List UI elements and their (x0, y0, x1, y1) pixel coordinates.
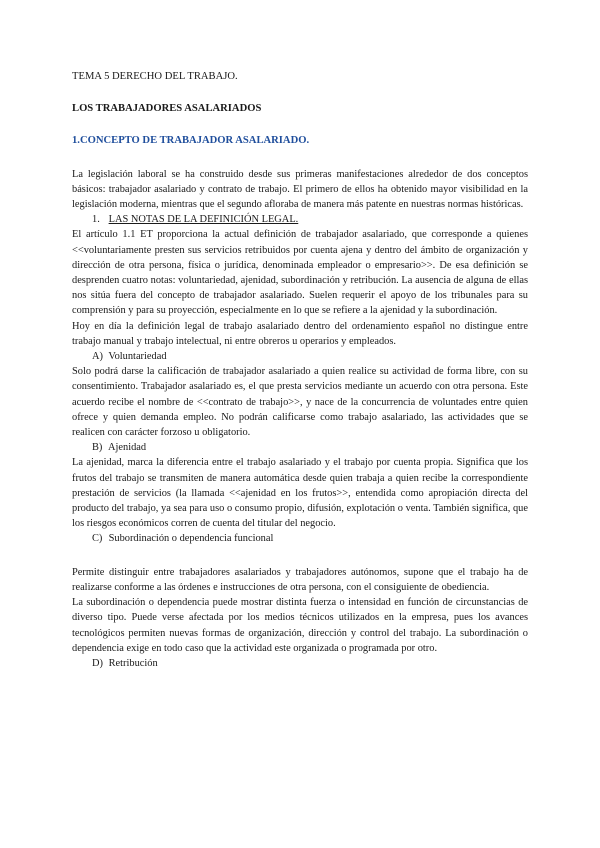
subheading-voluntariedad (72, 349, 528, 364)
subheading-label: A) (92, 351, 103, 363)
subheading-ajenidad (72, 440, 528, 455)
subheading-title: Voluntariedad (108, 351, 167, 363)
subheading-subordinacion (72, 531, 528, 546)
section-heading: 1.CONCEPTO DE TRABAJADOR ASALARIADO. (72, 135, 310, 147)
ajenidad-paragraph: La ajenidad, marca la diferencia entre el trabajo asalariado y el trabajo por cuenta propia. Significa que los frutos del trabajo se transmiten de manera automática desde quien trabaja a quien recibe la correspondiente prestación de servicios (la llamada <<ajenidad en los frutos>>, entendida como apropiación directa del producto del trabajo, ya sea para uso o consumo propio, difusión, explotación o venta. También significa, que los riesgos económicos corren de cuenta del titular del negocio. (72, 457, 528, 530)
document-subtitle: LOS TRABAJADORES ASALARIADOS (72, 103, 262, 115)
subheading-title: Ajenidad (108, 442, 147, 454)
subordinacion-paragraph-1: Permite distinguir entre trabajadores asalariados y trabajadores autónomos, supone que el trabajo ha de realizarse conforme a las órdenes e instrucciones de otra persona, con el consiguiente de obediencia. (72, 566, 528, 593)
subheading-retribucion (72, 656, 528, 671)
subheading-label: C) (92, 533, 103, 545)
subheading-title: Subordinación o dependencia funcional (108, 533, 274, 545)
legal-definition-paragraph: Hoy en día la definición legal de trabajo asalariado dentro del ordenamiento español no distingue entre trabajo manual y trabajo intelectual, ni entre obreros u operarios y empleados. (72, 320, 528, 347)
subheading-label: B) (92, 442, 103, 454)
intro-paragraph: La legislación laboral se ha construido desde sus primeras manifestaciones alrededor de dos conceptos básicos: trabajador asalariado y contrato de trabajo. El primero de ellos ha obtenido mayor visibilidad en la legislación moderna, mientras que el segundo afloraba de manera más patente en nuestras normas históricas. (72, 168, 528, 211)
subheading-title: Retribución (108, 657, 158, 669)
list-heading-title: LAS NOTAS DE LA DEFINICIÓN LEGAL. (108, 214, 299, 226)
list-heading-notas (72, 212, 528, 227)
subordinacion-paragraph-2: La subordinación o dependencia puede mostrar distinta fuerza o intensidad en función de circunstancias de diverso tipo. Puede verse afectada por los medios técnicos utilizados en la empresa, pues los avances tecnológicos permiten nuevas formas de organización, dirección y control del trabajo. La subordinación o dependencia exige en todo caso que la actividad este organizada o programada por otro. (72, 597, 528, 654)
document-topic: TEMA 5 DERECHO DEL TRABAJO. (72, 71, 238, 82)
subheading-label: D) (92, 657, 103, 669)
list-number: 1. (92, 214, 100, 226)
article-paragraph: El artículo 1.1 ET proporciona la actual definición de trabajador asalariado, que corresponde a quienes <<voluntariamente presten sus servicios retribuidos por cuenta ajena y dentro del ámbito de organización y dirección de otra persona, física o jurídica, denominada empleador o empresario>>. De esa definición se desprenden cuatro notas: voluntariedad, ajenidad, subordinación y retribución. La ausencia de alguna de ellas nos sitúa fuera del concepto de trabajador asalariado. Suelen requerir el apoyo de los tribunales para su comprensión y para su proyección, especialmente en lo que se refiere a la ajenidad y la subordinación. (72, 229, 528, 317)
voluntariedad-paragraph: Solo podrá darse la calificación de trabajador asalariado a quien realice su actividad de forma libre, con su consentimiento. Trabajador asalariado es, el que presta servicios mediante un acuerdo con otra persona. Este acuerdo recibe el nombre de <<contrato de trabajo>>, y nace de la concurrencia de voluntades entre quien ofrece y quien demanda empleo. No podrán calificarse como trabajo asalariado, las actividades que se realicen con carácter forzoso u obligatorio. (72, 366, 528, 439)
